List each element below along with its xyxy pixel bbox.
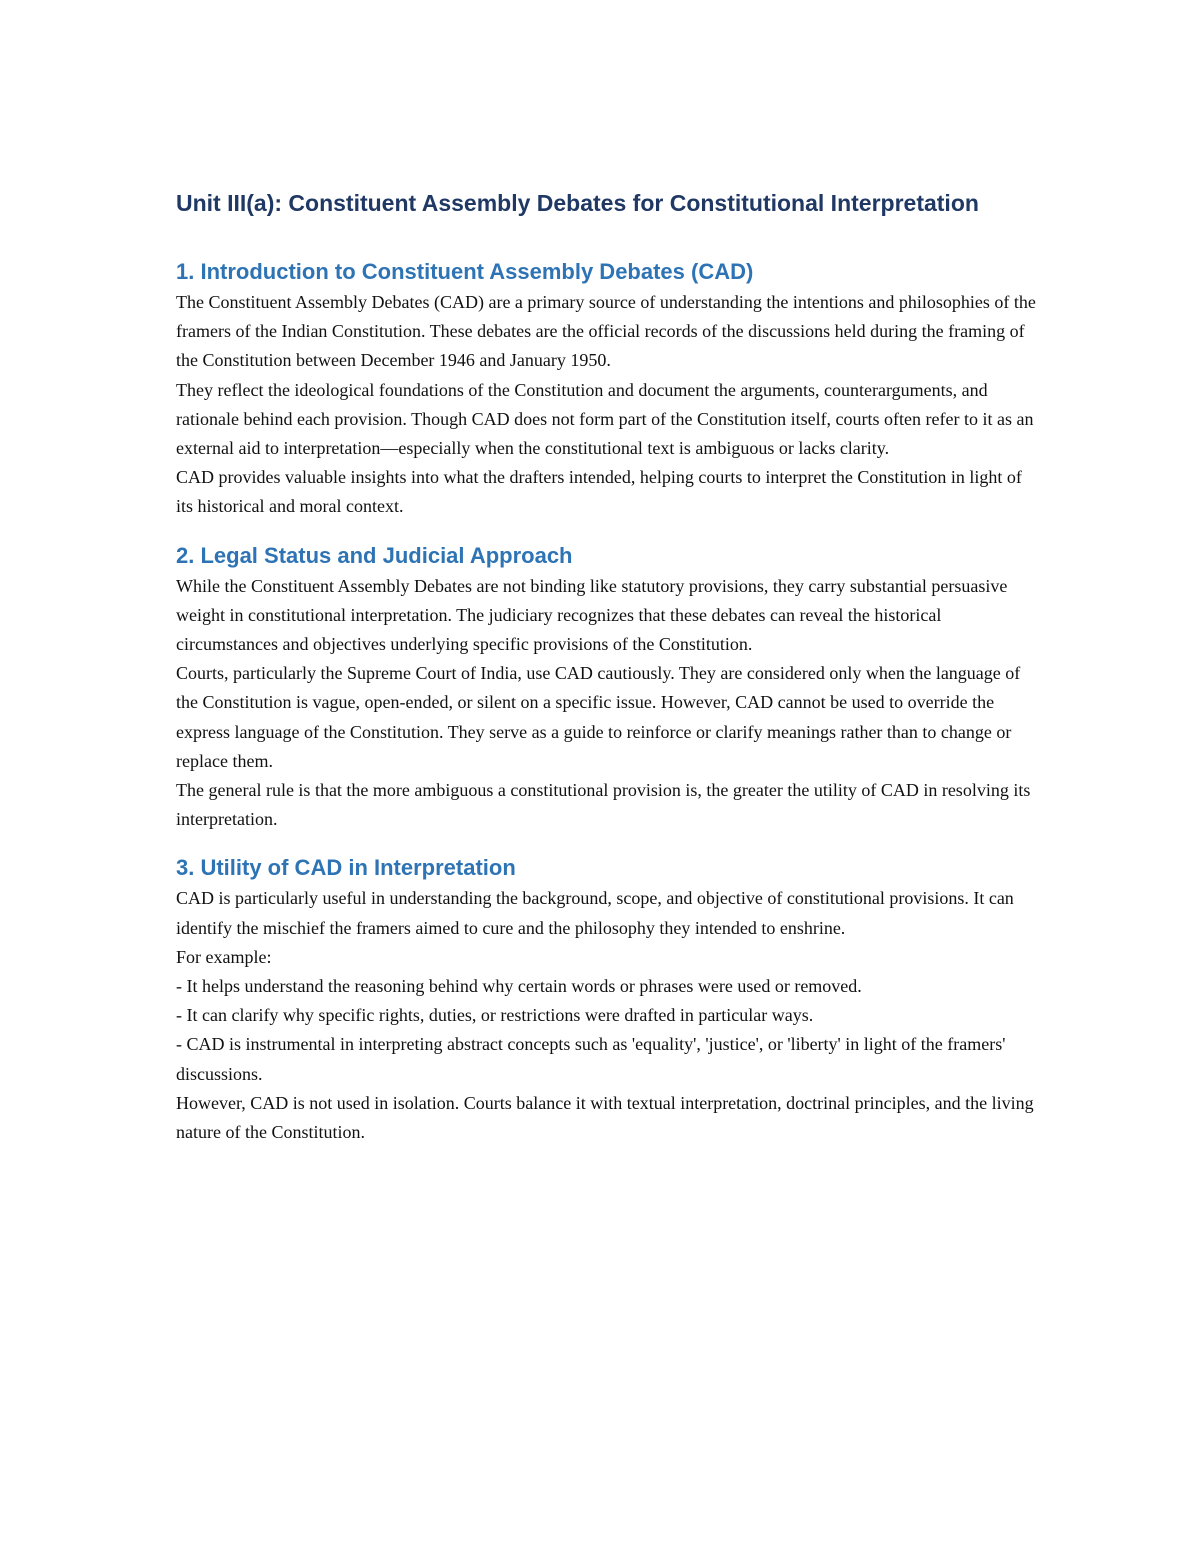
paragraph: For example: [176,946,272,967]
section-legal-status [176,542,1036,835]
paragraph: While the Constituent Assembly Debates are not binding like statutory provisions, they carry substantial persuasive weight in constitutional interpretation. The judiciary recognizes that these debates can reveal the historical circumstances and objectives underlying specific provisions of the Constitution. [176,575,1008,655]
closing-paragraph: However, CAD is not used in isolation. Courts balance it with textual interpretation, doctrinal principles, and the living nature of the Constitution. [176,1092,1034,1143]
paragraph: They reflect the ideological foundations of the Constitution and document the arguments, counterarguments, and rationale behind each provision. Though CAD does not form part of the Constitution itself, courts often refer to it as an external aid to interpretation—especially when the constitutional text is ambiguous or lacks clarity. [176,379,1034,459]
section-heading: 1. Introduction to Constituent Assembly Debates (CAD) [176,259,754,284]
section-heading: 3. Utility of CAD in Interpretation [176,855,516,881]
list-item: - It can clarify why specific rights, duties, or restrictions were drafted in particular ways. [176,1005,814,1026]
document-page [176,188,1036,1167]
section-introduction [176,258,1036,522]
paragraph: CAD is particularly useful in understanding the background, scope, and objective of constitutional provisions. It can identify the mischief the framers aimed to cure and the philosophy they intended to enshrine. [176,888,1014,938]
list-item: - CAD is instrumental in interpreting abstract concepts such as 'equality', 'justice', or 'liberty' in light of the framers' discussions. [176,1034,1006,1084]
paragraph: Courts, particularly the Supreme Court of India, use CAD cautiously. They are considered only when the language of the Constitution is vague, open-ended, or silent on a specific issue. However, CAD cannot be used to override the express language of the Constitution. They serve as a guide to reinforce or clarify meanings rather than to change or replace them. [176,663,1021,771]
section-utility [176,854,1036,1147]
paragraph: CAD provides valuable insights into what the drafters intended, helping courts to interpret the Constitution in light of its historical and moral context. [176,467,1022,517]
paragraph: The general rule is that the more ambiguous a constitutional provision is, the greater the utility of CAD in resolving its interpretation. [176,780,1031,830]
section-heading: 2. Legal Status and Judicial Approach [176,542,573,568]
list-item: - It helps understand the reasoning behind why certain words or phrases were used or removed. [176,976,862,997]
paragraph: The Constituent Assembly Debates (CAD) are a primary source of understanding the intentions and philosophies of the framers of the Indian Constitution. These debates are the official records of the discussions held during the framing of the Constitution between December 1946 and January 1950. [176,292,1036,371]
document-title: Unit III(a): Constituent Assembly Debates for Constitutional Interpretation [176,190,979,216]
